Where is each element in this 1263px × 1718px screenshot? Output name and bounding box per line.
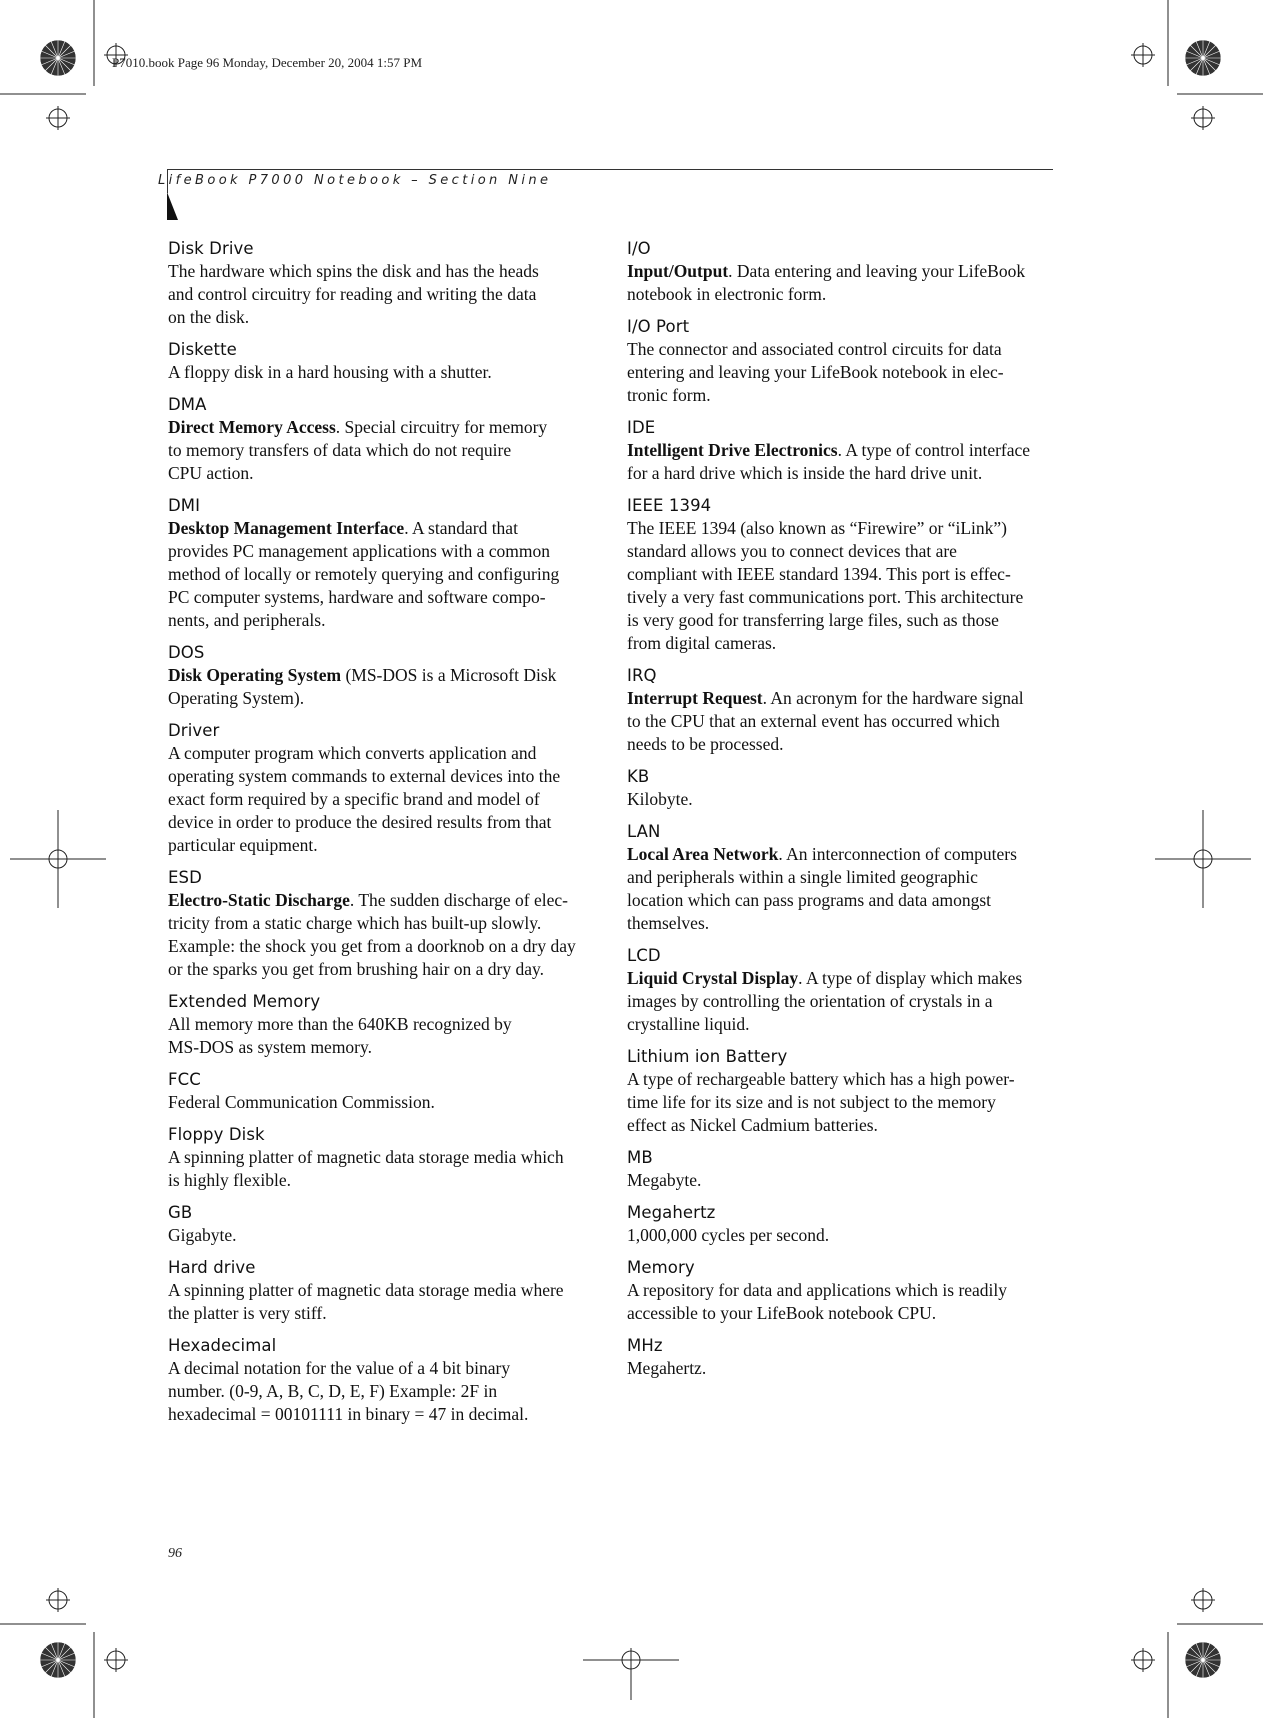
definition-line: method of locally or remotely querying and configuring bbox=[168, 564, 560, 584]
crosshair-mark bbox=[1131, 1648, 1155, 1672]
definition-expansion: Direct Memory Access bbox=[168, 417, 336, 437]
glossary-term: Lithium ion Battery bbox=[627, 1047, 788, 1066]
glossary-definition bbox=[168, 664, 588, 710]
definition-line: to the CPU that an external event has occurred which bbox=[627, 711, 1000, 731]
crosshair-mark bbox=[1155, 810, 1251, 908]
glossary-definition bbox=[627, 1169, 1047, 1192]
definition-line: Megabyte. bbox=[627, 1170, 702, 1190]
sunburst-mark-bottom-left bbox=[40, 1642, 76, 1678]
glossary-definition bbox=[168, 1279, 588, 1325]
definition-line: notebook in electronic form. bbox=[627, 284, 827, 304]
definition-line: hexadecimal = 00101111 in binary = 47 in decimal. bbox=[168, 1404, 529, 1424]
definition-line: A spinning platter of magnetic data storage media where bbox=[168, 1280, 564, 1300]
definition-line: The connector and associated control circuits for data bbox=[627, 339, 1002, 359]
glossary-term: LAN bbox=[627, 822, 661, 841]
definition-text: . Special circuitry for memory bbox=[335, 417, 548, 437]
glossary-term: Memory bbox=[627, 1258, 695, 1277]
definition-line: standard allows you to connect devices that are bbox=[627, 541, 957, 561]
glossary-entry bbox=[168, 1202, 588, 1247]
definition-line: exact form required by a specific brand and model of bbox=[168, 789, 540, 809]
definition-line: A computer program which converts application and bbox=[168, 743, 537, 763]
definition-line: time life for its size and is not subject to the memory bbox=[627, 1092, 996, 1112]
definition-line: from digital cameras. bbox=[627, 633, 777, 653]
definition-expansion: Local Area Network bbox=[627, 844, 779, 864]
definition-expansion: Interrupt Request bbox=[627, 688, 763, 708]
definition-line: to memory transfers of data which do not require bbox=[168, 440, 512, 460]
glossary-definition bbox=[168, 361, 588, 384]
definition-line: Gigabyte. bbox=[168, 1225, 237, 1245]
definition-line bbox=[627, 843, 1047, 866]
definition-text: (MS-DOS is a Microsoft Disk bbox=[341, 665, 557, 685]
glossary-term: I/O Port bbox=[627, 317, 690, 336]
definition-text: . An acronym for the hardware signal bbox=[762, 688, 1024, 708]
definition-line: CPU action. bbox=[168, 463, 254, 483]
glossary-term: Diskette bbox=[168, 340, 237, 359]
glossary-definition bbox=[627, 1279, 1047, 1325]
glossary-definition bbox=[168, 260, 588, 329]
glossary-definition bbox=[627, 1224, 1047, 1247]
glossary-entry bbox=[627, 238, 1047, 306]
glossary-entry bbox=[168, 238, 588, 329]
definition-line: tricity from a static charge which has built-up slowly. bbox=[168, 913, 542, 933]
definition-line: and control circuitry for reading and writing the data bbox=[168, 284, 537, 304]
definition-line: effect as Nickel Cadmium batteries. bbox=[627, 1115, 878, 1135]
glossary-term: Hexadecimal bbox=[168, 1336, 277, 1355]
glossary-term: LCD bbox=[627, 946, 661, 965]
definition-text: . A type of control interface bbox=[837, 440, 1031, 460]
definition-line: Operating System). bbox=[168, 688, 305, 708]
definition-line: and peripherals within a single limited geographic bbox=[627, 867, 978, 887]
definition-line: 1,000,000 cycles per second. bbox=[627, 1225, 830, 1245]
glossary-definition bbox=[168, 1091, 588, 1114]
definition-expansion: Input/Output bbox=[627, 261, 729, 281]
definition-line: The IEEE 1394 (also known as “Firewire” or “iLink”) bbox=[627, 518, 1008, 538]
glossary-term: KB bbox=[627, 767, 650, 786]
definition-expansion: Intelligent Drive Electronics bbox=[627, 440, 838, 460]
glossary-term: IDE bbox=[627, 418, 656, 437]
header-wedge bbox=[167, 192, 178, 220]
glossary-entry bbox=[168, 1257, 588, 1325]
glossary-entry bbox=[168, 642, 588, 710]
glossary-definition bbox=[627, 1357, 1047, 1380]
glossary-entry bbox=[627, 766, 1047, 811]
crosshair-mark bbox=[46, 106, 70, 130]
definition-line: PC computer systems, hardware and software compo- bbox=[168, 587, 546, 607]
definition-expansion: Disk Operating System bbox=[168, 665, 342, 685]
definition-line: A type of rechargeable battery which has a high power- bbox=[627, 1069, 1015, 1089]
glossary-definition bbox=[627, 1068, 1047, 1137]
definition-text: . The sudden discharge of elec- bbox=[349, 890, 568, 910]
definition-line: provides PC management applications with a common bbox=[168, 541, 551, 561]
definition-line bbox=[168, 889, 588, 912]
definition-line bbox=[627, 260, 1047, 283]
glossary-definition bbox=[168, 1357, 588, 1426]
glossary-term: Hard drive bbox=[168, 1258, 256, 1277]
definition-line: A decimal notation for the value of a 4 bit binary bbox=[168, 1358, 511, 1378]
glossary-entry bbox=[627, 1335, 1047, 1380]
definition-line: MS-DOS as system memory. bbox=[168, 1037, 373, 1057]
definition-text: . A type of display which makes bbox=[798, 968, 1023, 988]
glossary-entry bbox=[168, 394, 588, 485]
glossary-term: ESD bbox=[168, 868, 202, 887]
page-number: 96 bbox=[168, 1546, 182, 1561]
crosshair-mark bbox=[46, 1588, 70, 1612]
definition-line: nents, and peripherals. bbox=[168, 610, 326, 630]
glossary-entry bbox=[627, 945, 1047, 1036]
definition-line: All memory more than the 640KB recognized by bbox=[168, 1014, 512, 1034]
definition-line bbox=[627, 687, 1047, 710]
definition-line: images by controlling the orientation of crystals in a bbox=[627, 991, 993, 1011]
definition-line: entering and leaving your LifeBook notebook in elec- bbox=[627, 362, 1004, 382]
glossary-entry bbox=[627, 821, 1047, 935]
glossary-term: Floppy Disk bbox=[168, 1125, 265, 1144]
definition-line: A floppy disk in a hard housing with a shutter. bbox=[168, 362, 492, 382]
definition-line: location which can pass programs and data amongst bbox=[627, 890, 991, 910]
glossary-entry bbox=[168, 339, 588, 384]
running-head: LifeBook P7000 Notebook – Section Nine bbox=[158, 173, 552, 188]
glossary-entry bbox=[168, 495, 588, 632]
glossary-term: DMA bbox=[168, 395, 207, 414]
definition-line: tively a very fast communications port. This architecture bbox=[627, 587, 1024, 607]
glossary-definition bbox=[168, 889, 588, 981]
crosshair-mark bbox=[10, 810, 106, 908]
glossary-entry bbox=[627, 1257, 1047, 1325]
glossary-term: GB bbox=[168, 1203, 193, 1222]
definition-line: or the sparks you get from brushing hair on a dry day. bbox=[168, 959, 545, 979]
glossary-term: MHz bbox=[627, 1336, 663, 1355]
definition-line: tronic form. bbox=[627, 385, 711, 405]
print-slug: P7010.book Page 96 Monday, December 20, 2004 1:57 PM bbox=[112, 55, 423, 70]
glossary-term: Disk Drive bbox=[168, 239, 254, 258]
definition-line: device in order to produce the desired results from that bbox=[168, 812, 552, 832]
glossary-entry bbox=[627, 316, 1047, 407]
definition-line: The hardware which spins the disk and has the heads bbox=[168, 261, 539, 281]
crosshair-mark bbox=[1191, 1588, 1215, 1612]
definition-line: needs to be processed. bbox=[627, 734, 784, 754]
glossary-definition bbox=[627, 338, 1047, 407]
definition-line: operating system commands to external devices into the bbox=[168, 766, 561, 786]
definition-expansion: Electro-Static Discharge bbox=[168, 890, 350, 910]
glossary-term: Megahertz bbox=[627, 1203, 716, 1222]
glossary-term: Extended Memory bbox=[168, 992, 321, 1011]
glossary-term: DMI bbox=[168, 496, 201, 515]
sunburst-mark-top-right bbox=[1185, 40, 1221, 76]
glossary-entry bbox=[627, 665, 1047, 756]
glossary-definition bbox=[168, 1224, 588, 1247]
sunburst-mark-bottom-right bbox=[1185, 1642, 1221, 1678]
definition-line bbox=[168, 416, 588, 439]
glossary-entry bbox=[627, 495, 1047, 655]
glossary-definition bbox=[627, 517, 1047, 655]
definition-line: compliant with IEEE standard 1394. This port is effec- bbox=[627, 564, 1011, 584]
definition-line: on the disk. bbox=[168, 307, 250, 327]
crosshair-mark bbox=[583, 1648, 679, 1700]
glossary-entry bbox=[627, 1147, 1047, 1192]
glossary-definition bbox=[168, 517, 588, 632]
definition-line: A repository for data and applications which is readily bbox=[627, 1280, 1008, 1300]
definition-line: number. (0-9, A, B, C, D, E, F) Example: 2F in bbox=[168, 1381, 498, 1401]
definition-line: is highly flexible. bbox=[168, 1170, 291, 1190]
sunburst-mark-top-left bbox=[40, 40, 76, 76]
definition-line: accessible to your LifeBook notebook CPU. bbox=[627, 1303, 937, 1323]
glossary-definition bbox=[168, 1013, 588, 1059]
glossary-definition bbox=[627, 687, 1047, 756]
definition-line: crystalline liquid. bbox=[627, 1014, 750, 1034]
glossary-right-column bbox=[627, 238, 1047, 1390]
glossary-definition bbox=[168, 1146, 588, 1192]
crosshair-mark bbox=[104, 1648, 128, 1672]
definition-line: for a hard drive which is inside the hard drive unit. bbox=[627, 463, 983, 483]
glossary-term: FCC bbox=[168, 1070, 201, 1089]
definition-expansion: Liquid Crystal Display bbox=[627, 968, 799, 988]
glossary-entry bbox=[168, 1124, 588, 1192]
glossary-entry bbox=[168, 991, 588, 1059]
glossary-definition bbox=[627, 439, 1047, 485]
definition-line: particular equipment. bbox=[168, 835, 318, 855]
glossary-term: DOS bbox=[168, 643, 205, 662]
glossary-entry bbox=[627, 1202, 1047, 1247]
glossary-term: Driver bbox=[168, 721, 220, 740]
crosshair-mark bbox=[1131, 43, 1155, 67]
definition-text: . A standard that bbox=[404, 518, 518, 538]
definition-line: is very good for transferring large files, such as those bbox=[627, 610, 999, 630]
definition-line: Example: the shock you get from a doorknob on a dry day bbox=[168, 936, 576, 956]
glossary-definition bbox=[627, 260, 1047, 306]
glossary-left-column bbox=[168, 238, 588, 1436]
header-rule bbox=[168, 169, 1053, 170]
glossary-entry bbox=[168, 720, 588, 857]
glossary-entry bbox=[627, 417, 1047, 485]
definition-line bbox=[168, 517, 588, 540]
glossary-entry bbox=[627, 1046, 1047, 1137]
glossary-entry bbox=[168, 1335, 588, 1426]
definition-text: . An interconnection of computers bbox=[778, 844, 1017, 864]
glossary-definition bbox=[627, 788, 1047, 811]
definition-line: Megahertz. bbox=[627, 1358, 707, 1378]
definition-text: . Data entering and leaving your LifeBook bbox=[728, 261, 1026, 281]
definition-line bbox=[627, 967, 1047, 990]
glossary-term: IRQ bbox=[627, 666, 657, 685]
definition-line: the platter is very stiff. bbox=[168, 1303, 327, 1323]
definition-line bbox=[168, 664, 588, 687]
glossary-definition bbox=[168, 742, 588, 857]
definition-line bbox=[627, 439, 1047, 462]
glossary-term: IEEE 1394 bbox=[627, 496, 712, 515]
glossary-term: I/O bbox=[627, 239, 651, 258]
glossary-definition bbox=[627, 843, 1047, 935]
definition-line: Federal Communication Commission. bbox=[168, 1092, 435, 1112]
definition-expansion: Desktop Management Interface bbox=[168, 518, 405, 538]
crosshair-mark bbox=[1191, 106, 1215, 130]
definition-line: Kilobyte. bbox=[627, 789, 693, 809]
glossary-entry bbox=[168, 867, 588, 981]
glossary-definition bbox=[627, 967, 1047, 1036]
glossary-term: MB bbox=[627, 1148, 653, 1167]
glossary-entry bbox=[168, 1069, 588, 1114]
glossary-definition bbox=[168, 416, 588, 485]
definition-line: themselves. bbox=[627, 913, 710, 933]
definition-line: A spinning platter of magnetic data storage media which bbox=[168, 1147, 564, 1167]
